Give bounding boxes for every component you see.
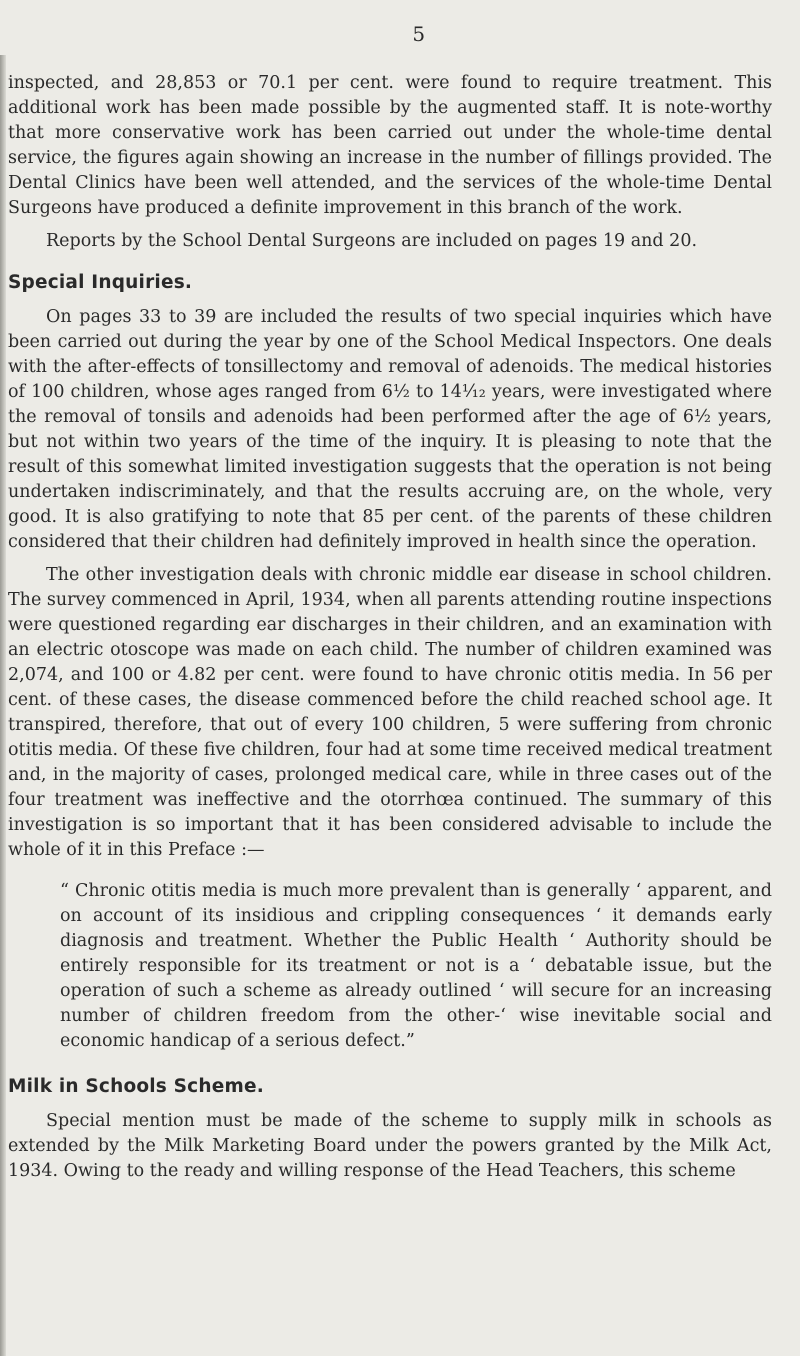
page-body — [8, 71, 772, 1184]
paragraph-tonsillectomy-inquiry: On pages 33 to 39 are included the results of two special inquiries which have been carried out during the year by one of the School Medical Inspectors. One deals with the after-effects of tonsillectomy and removal of adenoids. The medical histories of 100 children, whose ages ranged from 6½ to 14¹⁄₁₂ years, were investigated where the removal of tonsils and adenoids had been performed after the age of 6½ years, but not within two years of the time of the inquiry. It is pleasing to note that the result of this somewhat limited investigation suggests that the operation is not being undertaken indiscriminately, and that the results accruing are, on the whole, very good. It is also gratifying to note that 85 per cent. of the parents of these children considered that their children had definitely improved in health since the operation. — [8, 307, 772, 552]
heading-special-inquiries: Special Inquiries. — [8, 272, 193, 293]
page-number: 5 — [412, 22, 426, 46]
page-left-edge — [0, 55, 6, 1356]
paragraph-dental-reports: Reports by the School Dental Surgeons are included on pages 19 and 20. — [46, 231, 698, 251]
paragraph-milk-scheme: Special mention must be made of the scheme to supply milk in schools as extended by the Milk Marketing Board under the powers granted by the Milk Act, 1934. Owing to the ready and willing response of the Head Teachers, this scheme — [8, 1111, 772, 1181]
paragraph-ear-disease-inquiry: The other investigation deals with chronic middle ear disease in school children. The survey commenced in April, 1934, when all parents attending routine inspections were questioned regarding ear discharges in their children, and an examination with an electric otoscope was made on each child. The number of children examined was 2,074, and 100 or 4.82 per cent. were found to have chronic otitis media. In 56 per cent. of these cases, the disease commenced before the child reached school age. It transpired, therefore, that out of every 100 children, 5 were suffering from chronic otitis media. Of these five children, four had at some time received medical treatment and, in the majority of cases, prolonged medical care, while in three cases out of the four treatment was ineffective and the otorrhœa continued. The summary of this investigation is so important that it has been considered advisable to include the whole of it in this Preface :— — [8, 565, 772, 860]
paragraph-dental-service: inspected, and 28,853 or 70.1 per cent. were found to require treatment. This additional work has been made possible by the augmented staff. It is note-worthy that more conservative work has been carried out under the whole-time dental service, the figures again showing an increase in the number of fillings provided. The Dental Clinics have been well attended, and the services of the whole-time Dental Surgeons have produced a definite improvement in this branch of the work. — [8, 73, 772, 218]
quote-chronic-otitis: “ Chronic otitis media is much more prevalent than is generally ‘ apparent, and on account of its insidious and crippling consequences ‘ it demands early diagnosis and treatment. Whether the Public Health ‘ Authority should be entirely responsible for its treatment or not is a ‘ debatable issue, but the operation of such a scheme as already outlined ‘ will secure for an increasing number of children freedom from the other-‘ wise inevitable social and economic handicap of a serious defect.” — [60, 881, 772, 1051]
heading-milk-scheme: Milk in Schools Scheme. — [8, 1076, 264, 1097]
